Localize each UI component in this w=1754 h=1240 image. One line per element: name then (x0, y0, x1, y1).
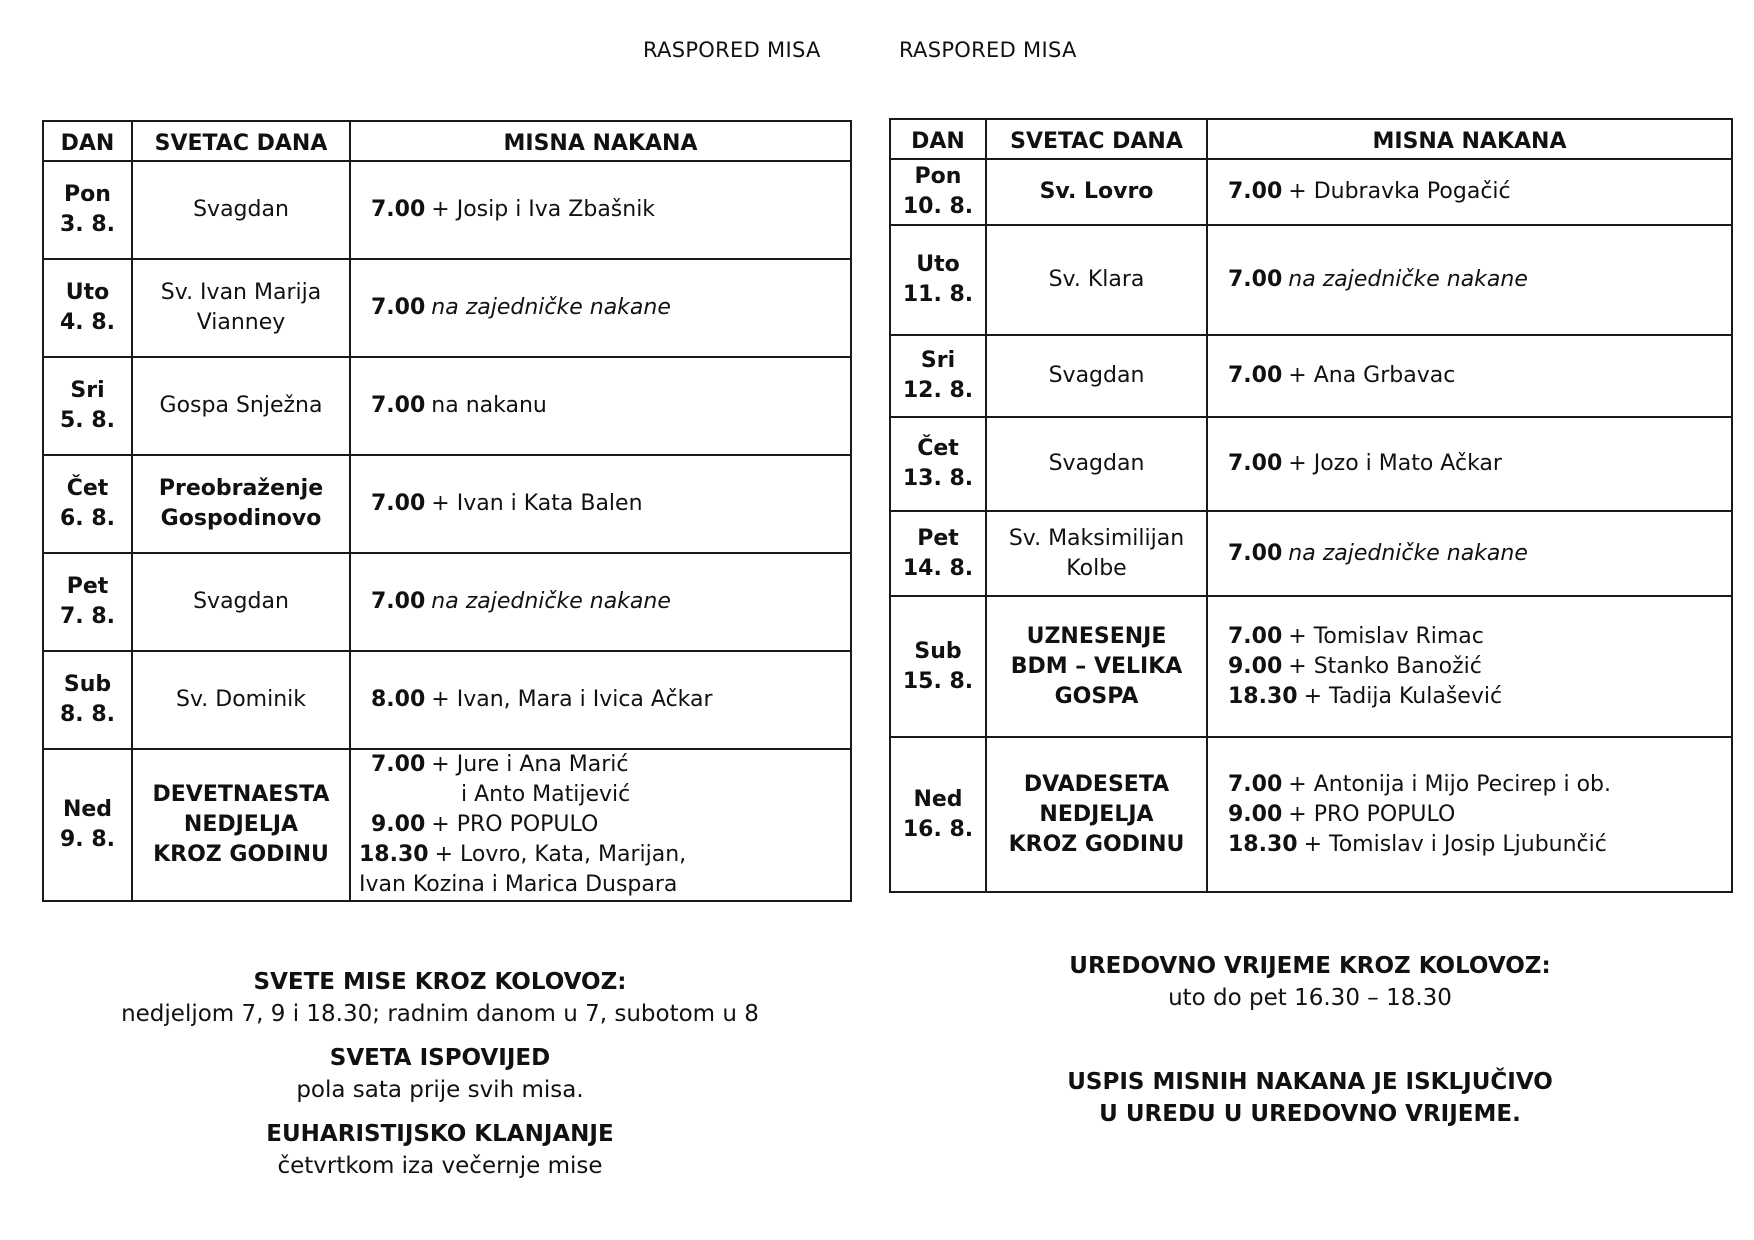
office-hours-text: uto do pet 16.30 – 18.30 (1168, 985, 1452, 1011)
day-date: 5. 8. (60, 408, 115, 433)
mass-entry (371, 195, 850, 225)
table-row (890, 596, 1732, 737)
day-date: 14. 8. (902, 555, 974, 581)
saint-cell (986, 335, 1207, 417)
mass-entry (371, 489, 850, 519)
intention-cell (1207, 417, 1732, 511)
notice-line-1: USPIS MISNIH NAKANA JE ISKLJUČIVO (1067, 1069, 1553, 1095)
header-day: DAN (890, 119, 986, 159)
header-saint: SVETAC DANA (132, 121, 350, 161)
header-intention: MISNA NAKANA (350, 121, 851, 161)
day-cell (43, 749, 132, 901)
mass-intention: + Josip i Iva Zbašnik (431, 197, 656, 222)
saint-line: DVADESETA (1023, 771, 1170, 797)
mass-entry (1228, 682, 1731, 712)
saint-cell (132, 259, 350, 357)
saint-line: BDM – VELIKA (1010, 653, 1183, 679)
day-date: 8. 8. (60, 702, 115, 727)
mass-time: 9.00 (1228, 801, 1283, 827)
schedule-table-week1 (42, 120, 852, 902)
office-hours-heading: UREDOVNO VRIJEME KROZ KOLOVOZ: (1069, 953, 1551, 979)
day-name: Pet (917, 525, 959, 551)
day-name: Čet (66, 476, 109, 501)
intention-cell (1207, 596, 1732, 737)
saint-cell (132, 651, 350, 749)
intention-cell (350, 553, 851, 651)
info-heading: EUHARISTIJSKO KLANJANJE (266, 1121, 614, 1147)
mass-intention: + Lovro, Kata, Marijan, (434, 842, 687, 867)
day-cell (890, 159, 986, 225)
table-row (890, 511, 1732, 596)
mass-entry (371, 685, 850, 715)
mass-info-left (90, 966, 790, 1194)
saint-line: KROZ GODINU (153, 842, 329, 867)
header-saint: SVETAC DANA (986, 119, 1207, 159)
table-header-row (890, 119, 1732, 159)
saint-cell (132, 749, 350, 901)
mass-time: 7.00 (371, 393, 426, 418)
page-title-right: RASPORED MISA (899, 38, 1077, 62)
day-date: 6. 8. (60, 506, 115, 531)
day-name: Sri (70, 378, 105, 403)
mass-entry (1228, 539, 1731, 569)
mass-entry (359, 750, 850, 780)
day-name: Uto (916, 252, 960, 277)
mass-time: 9.00 (1228, 653, 1283, 679)
saint-line: Svagdan (1048, 451, 1145, 476)
day-cell (43, 651, 132, 749)
saint-cell (986, 596, 1207, 737)
schedule-table-week2 (889, 118, 1733, 893)
mass-time: 7.00 (1228, 771, 1283, 797)
table-row (890, 225, 1732, 335)
day-name: Sub (914, 638, 962, 664)
intention-cell (1207, 511, 1732, 596)
mass-time: 7.00 (371, 491, 426, 516)
day-cell (890, 737, 986, 892)
mass-entry (1228, 361, 1731, 391)
mass-intention: + Tomislav i Josip Ljubunčić (1303, 831, 1607, 857)
saint-line: Sv. Lovro (1039, 179, 1154, 204)
day-date: 4. 8. (60, 310, 115, 335)
mass-entry (1228, 177, 1731, 207)
day-cell (890, 335, 986, 417)
day-cell (43, 259, 132, 357)
mass-time: 18.30 (1228, 831, 1298, 857)
mass-time: 7.00 (1228, 267, 1283, 292)
table-row (43, 749, 851, 901)
info-heading: SVETE MISE KROZ KOLOVOZ: (253, 969, 627, 995)
saint-cell (132, 161, 350, 259)
info-text: pola sata prije svih misa. (296, 1077, 584, 1103)
saint-line: UZNESENJE (1026, 623, 1167, 649)
mass-time: 7.00 (371, 295, 426, 320)
day-cell (43, 357, 132, 455)
notice-line-2: U UREDU U UREDOVNO VRIJEME. (1099, 1101, 1521, 1127)
intention-cell (350, 749, 851, 901)
table-row (43, 161, 851, 259)
mass-entry (359, 810, 850, 840)
mass-time: 7.00 (1228, 179, 1283, 204)
mass-intention: na nakanu (431, 393, 547, 418)
mass-intention: + Ivan i Kata Balen (431, 491, 643, 516)
mass-entry (1228, 800, 1731, 830)
mass-time: 18.30 (359, 842, 429, 867)
mass-intention: + Jure i Ana Marić (431, 752, 629, 777)
info-heading: SVETA ISPOVIJED (329, 1045, 551, 1071)
table-row (890, 335, 1732, 417)
intention-cell (1207, 159, 1732, 225)
mass-intention: + Tomislav Rimac (1288, 623, 1484, 649)
saint-line: Svagdan (193, 589, 289, 614)
mass-time: 9.00 (371, 812, 426, 837)
header-day: DAN (43, 121, 132, 161)
mass-entry (359, 780, 850, 810)
day-date: 7. 8. (60, 604, 115, 629)
saint-line: Vianney (196, 310, 286, 335)
mass-intention: na zajedničke nakane (1288, 540, 1528, 566)
table-row (43, 259, 851, 357)
mass-intention: + Dubravka Pogačić (1288, 179, 1511, 204)
mass-intention: na zajedničke nakane (431, 589, 671, 614)
table-row (890, 417, 1732, 511)
table-row (43, 553, 851, 651)
day-date: 12. 8. (902, 378, 974, 403)
intention-cell (350, 357, 851, 455)
day-name: Pon (64, 182, 111, 207)
saint-line: Svagdan (193, 197, 289, 222)
table-row (890, 159, 1732, 225)
mass-entry (371, 293, 850, 323)
table-row (43, 651, 851, 749)
saint-cell (986, 737, 1207, 892)
mass-entry (371, 391, 850, 421)
mass-time: 7.00 (371, 752, 426, 777)
day-name: Uto (65, 280, 110, 305)
saint-cell (986, 417, 1207, 511)
day-name: Ned (62, 797, 113, 822)
saint-line: NEDJELJA (1039, 801, 1154, 827)
header-intention: MISNA NAKANA (1207, 119, 1732, 159)
mass-entry (1228, 830, 1731, 860)
table-row (43, 357, 851, 455)
saint-cell (986, 159, 1207, 225)
mass-entry (1228, 770, 1731, 800)
info-block-confession (90, 1042, 790, 1106)
day-cell (890, 225, 986, 335)
day-name: Čet (917, 436, 959, 461)
mass-time: 7.00 (371, 197, 426, 222)
saint-line: KROZ GODINU (1008, 831, 1185, 857)
mass-intention: + Ana Grbavac (1288, 363, 1456, 388)
mass-entry (1228, 265, 1731, 295)
saint-line: Gospa Snježna (159, 393, 323, 418)
intention-cell (1207, 225, 1732, 335)
info-text: četvrtkom iza večernje mise (277, 1153, 603, 1179)
saint-cell (132, 357, 350, 455)
saint-line: Kolbe (1066, 555, 1127, 581)
mass-intention: Ivan Kozina i Marica Duspara (359, 872, 678, 897)
page-title-left: RASPORED MISA (643, 38, 821, 62)
mass-entry (371, 587, 850, 617)
day-name: Pet (66, 574, 109, 599)
mass-time: 7.00 (371, 589, 426, 614)
saint-line: Sv. Klara (1048, 267, 1145, 292)
day-date: 13. 8. (902, 466, 974, 491)
mass-entry (1228, 652, 1731, 682)
mass-time: 7.00 (1228, 451, 1283, 476)
mass-entry (359, 840, 850, 870)
saint-line: Gospodinovo (160, 506, 322, 531)
mass-intention: + Antonija i Mijo Pecirep i ob. (1288, 771, 1611, 797)
day-cell (43, 161, 132, 259)
day-cell (890, 417, 986, 511)
mass-intention: na zajedničke nakane (1288, 267, 1528, 292)
saint-cell (986, 225, 1207, 335)
table-row (43, 455, 851, 553)
mass-intention: + Jozo i Mato Ačkar (1288, 451, 1502, 476)
intention-cell (350, 651, 851, 749)
mass-entry (1228, 622, 1731, 652)
saint-line: Preobraženje (158, 476, 324, 501)
intention-cell (350, 161, 851, 259)
mass-entry (359, 870, 850, 900)
day-date: 9. 8. (60, 827, 115, 852)
saint-cell (132, 553, 350, 651)
intention-cell (1207, 737, 1732, 892)
day-date: 16. 8. (902, 816, 974, 842)
saint-line: Sv. Maksimilijan (1008, 525, 1185, 551)
mass-intention: i Anto Matijević (461, 782, 631, 807)
mass-time: 8.00 (371, 687, 426, 712)
mass-time: 18.30 (1228, 683, 1298, 709)
mass-time: 7.00 (1228, 363, 1283, 388)
info-text: nedjeljom 7, 9 i 18.30; radnim danom u 7, subotom u 8 (121, 1001, 759, 1027)
mass-intention: + Tadija Kulašević (1303, 683, 1503, 709)
day-date: 11. 8. (902, 282, 974, 307)
day-name: Ned (913, 786, 963, 812)
day-date: 10. 8. (902, 194, 974, 219)
saint-line: Sv. Dominik (175, 687, 306, 712)
mass-time: 7.00 (1228, 540, 1283, 566)
table-row (890, 737, 1732, 892)
mass-intention: + PRO POPULO (1288, 801, 1456, 827)
day-date: 15. 8. (902, 668, 974, 694)
mass-entry (1228, 449, 1731, 479)
intention-cell (350, 259, 851, 357)
mass-intention: + Ivan, Mara i Ivica Ačkar (431, 687, 713, 712)
day-name: Sub (63, 672, 112, 697)
info-block-mass-times (90, 966, 790, 1030)
day-cell (43, 553, 132, 651)
day-cell (890, 511, 986, 596)
day-cell (890, 596, 986, 737)
saint-cell (986, 511, 1207, 596)
mass-intention: + Stanko Banožić (1288, 653, 1482, 679)
office-info-right (1000, 950, 1620, 1130)
mass-intention: na zajedničke nakane (431, 295, 671, 320)
mass-intention: + PRO POPULO (431, 812, 599, 837)
saint-cell (132, 455, 350, 553)
day-cell (43, 455, 132, 553)
saint-line: Svagdan (1048, 363, 1145, 388)
saint-line: GOSPA (1054, 683, 1139, 709)
day-date: 3. 8. (60, 212, 115, 237)
saint-line: NEDJELJA (183, 812, 299, 837)
day-name: Pon (914, 164, 962, 189)
intention-cell (350, 455, 851, 553)
info-block-adoration (90, 1118, 790, 1182)
saint-line: Sv. Ivan Marija (160, 280, 322, 305)
table-header-row (43, 121, 851, 161)
mass-time: 7.00 (1228, 623, 1283, 649)
intention-cell (1207, 335, 1732, 417)
saint-line: DEVETNAESTA (152, 782, 330, 807)
day-name: Sri (920, 348, 956, 373)
